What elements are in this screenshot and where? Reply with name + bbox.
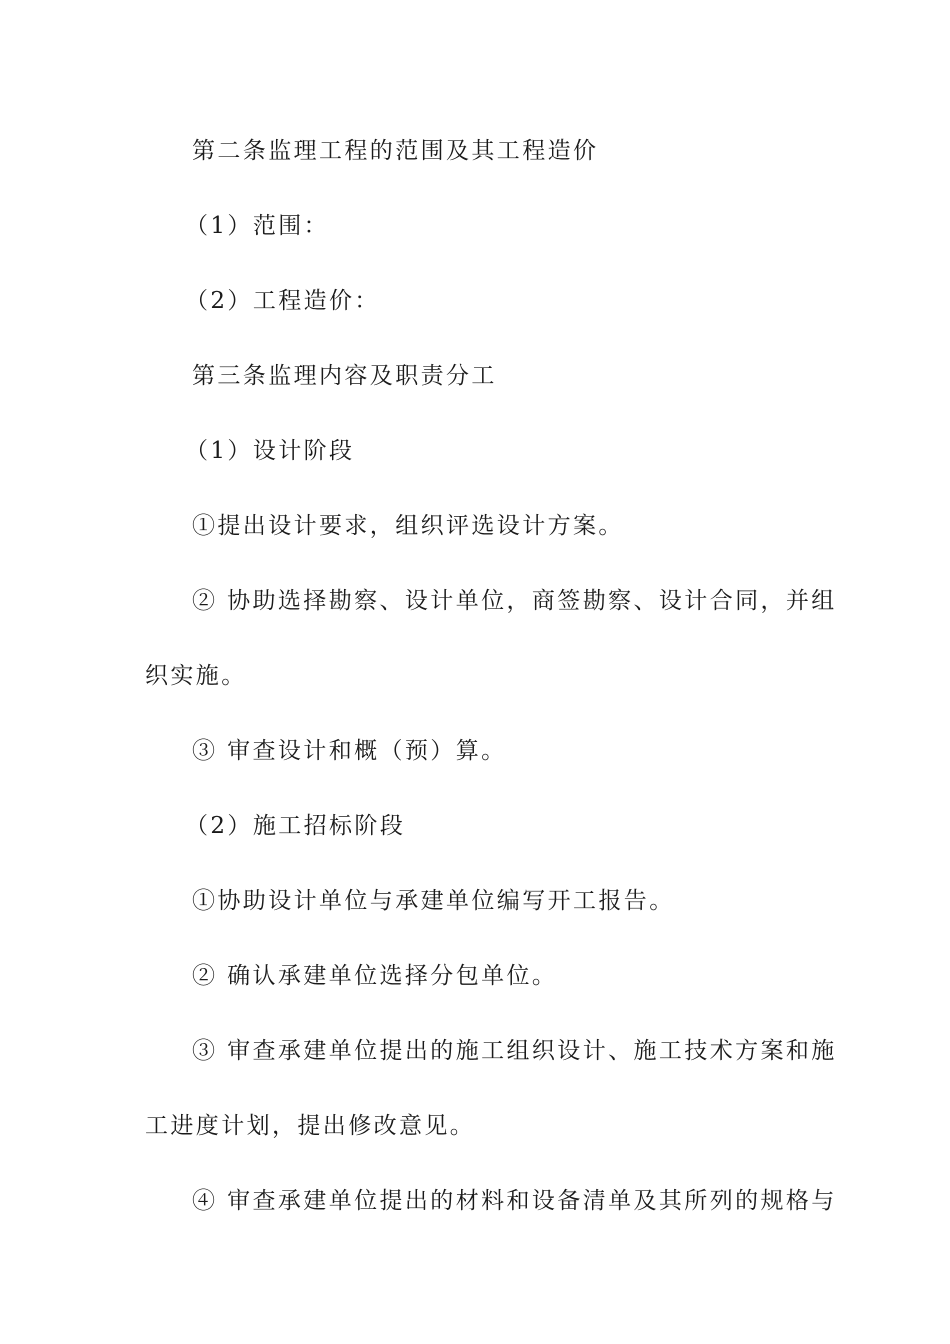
design-item-2: ② 协助选择勘察、设计单位，商签勘察、设计合同，并组 (192, 588, 837, 614)
scope-item: （1）范围： (185, 213, 330, 239)
tender-item-3-continued: 工进度计划，提出修改意见。 (145, 1113, 476, 1139)
tender-item-3: ③ 审查承建单位提出的施工组织设计、施工技术方案和施 (192, 1038, 837, 1064)
article-heading-2: 第二条监理工程的范围及其工程造价 (192, 138, 599, 164)
tender-stage-heading: （2）施工招标阶段 (185, 813, 406, 839)
cost-item: （2）工程造价： (185, 288, 380, 314)
design-item-2-continued: 织实施。 (145, 663, 247, 689)
tender-item-2: ② 确认承建单位选择分包单位。 (192, 963, 558, 989)
tender-item-1: ①协助设计单位与承建单位编写开工报告。 (192, 888, 675, 914)
design-stage-heading: （1）设计阶段 (185, 438, 355, 464)
design-item-3: ③ 审查设计和概（预）算。 (192, 738, 507, 764)
article-heading-3: 第三条监理内容及职责分工 (192, 363, 497, 389)
tender-item-4: ④ 审查承建单位提出的材料和设备清单及其所列的规格与 (192, 1188, 837, 1214)
document-body (145, 132, 837, 1257)
design-item-1: ①提出设计要求，组织评选设计方案。 (192, 513, 624, 539)
